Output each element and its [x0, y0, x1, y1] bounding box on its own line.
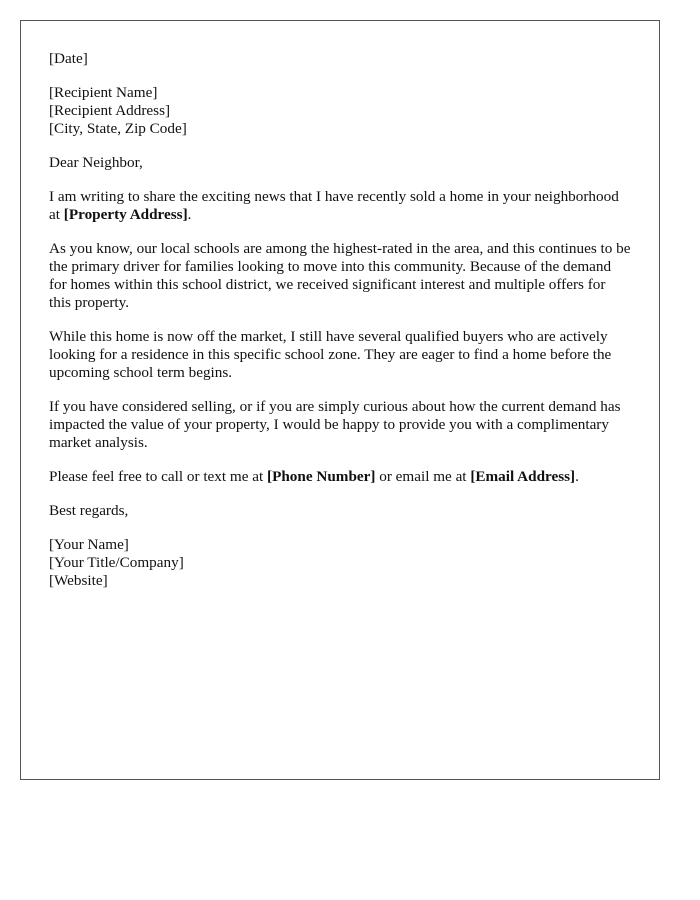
recipient-address: [Recipient Address] [49, 102, 171, 119]
signature-title: [Your Title/Company] [49, 554, 184, 571]
signature-block [49, 536, 631, 590]
closing: Best regards, [49, 502, 129, 519]
recipient-name: [Recipient Name] [49, 84, 158, 101]
paragraph-3: While this home is now off the market, I still have several qualified buyers who are actively looking for a residence in this specific school zone. They are eager to find a home before the upcoming school term begins. [49, 328, 612, 381]
paragraph-1 [49, 188, 631, 224]
paragraph-5-text-2: or email me at [375, 468, 471, 485]
salutation: Dear Neighbor, [49, 154, 143, 171]
paragraph-1-text-before: I am writing to share the exciting news that I have recently sold a home in your neighborhood at [49, 188, 619, 223]
signature-name: [Your Name] [49, 536, 129, 553]
paragraph-5 [49, 468, 631, 486]
recipient-block [49, 84, 631, 138]
phone-placeholder: [Phone Number] [267, 468, 376, 485]
email-placeholder: [Email Address] [470, 468, 576, 485]
paragraph-4: If you have considered selling, or if you are simply curious about how the current demand has impacted the value of your property, I would be happy to provide you with a complimentary market analysis. [49, 398, 621, 451]
paragraph-5-text-3: . [575, 468, 579, 485]
letter-page [20, 20, 660, 780]
signature-website: [Website] [49, 572, 108, 589]
recipient-city: [City, State, Zip Code] [49, 120, 187, 137]
date-line: [Date] [49, 50, 88, 67]
date-block [49, 50, 631, 68]
property-address-placeholder: [Property Address] [63, 206, 188, 223]
paragraph-5-text-1: Please feel free to call or text me at [49, 468, 268, 485]
paragraph-1-text-after: . [187, 206, 192, 223]
paragraph-2: As you know, our local schools are among the highest-rated in the area, and this continues to be the primary driver for families looking to move into this community. Because of the demand for homes within this school district, we received significant interest and multiple offers for this property. [49, 240, 631, 311]
